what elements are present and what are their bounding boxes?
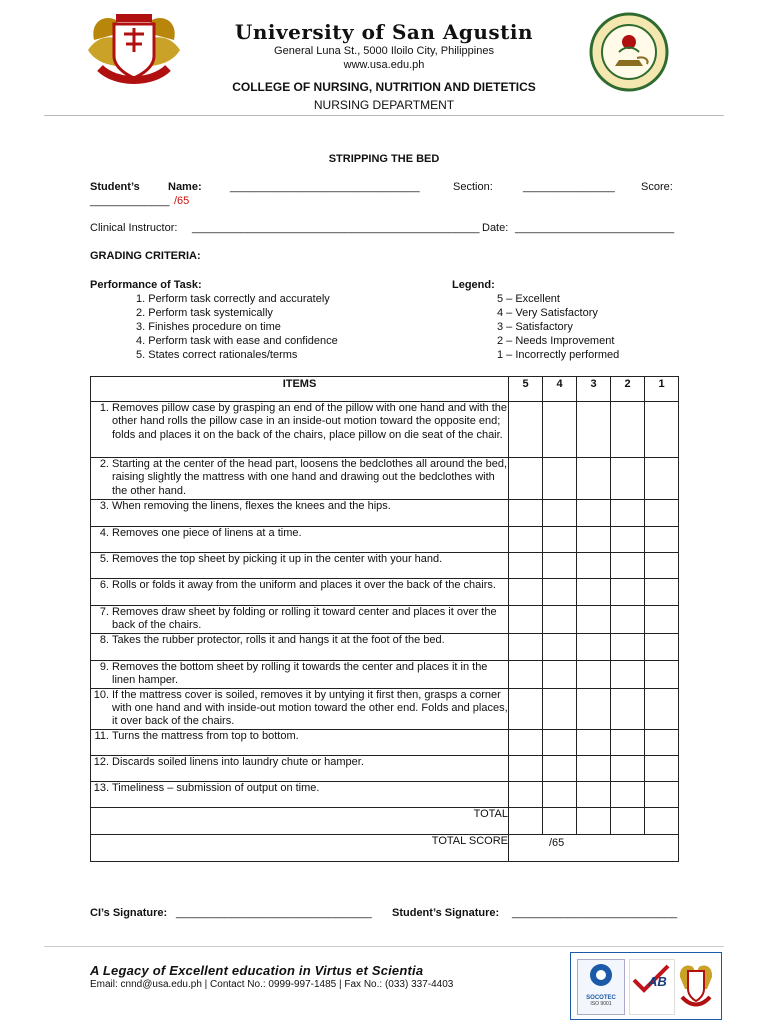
item-cell — [91, 527, 509, 553]
score-cell[interactable] — [577, 579, 611, 606]
table-row — [91, 402, 679, 458]
performance-item: 3. Finishes procedure on time — [136, 321, 281, 333]
date-label: Date: — [482, 222, 509, 234]
score-cell[interactable] — [645, 633, 679, 660]
ci-signature-label: CI’s Signature: — [90, 907, 168, 919]
item-cell — [91, 402, 509, 458]
table-row — [91, 606, 679, 634]
score-cell[interactable] — [543, 660, 577, 688]
total-row — [91, 807, 679, 834]
score-cell[interactable] — [577, 781, 611, 807]
table-row — [91, 527, 679, 553]
footer-slogan: A Legacy of Excellent education in Virtus et Scientia — [90, 963, 424, 978]
item-number: 5. — [99, 553, 109, 565]
performance-item: 1. Perform task correctly and accurately — [136, 293, 330, 305]
total-score-label: TOTAL SCORE — [91, 834, 509, 861]
item-text: Removes draw sheet by folding or rolling it toward center and places it over the back of the chairs. — [112, 606, 497, 632]
score-cell[interactable] — [611, 402, 645, 458]
legend-item: 1 – Incorrectly performed — [497, 349, 620, 361]
legend-item: 4 – Very Satisfactory — [497, 307, 598, 319]
score-cell[interactable] — [543, 458, 577, 500]
table-row — [91, 579, 679, 606]
date-field[interactable]: __________________________ — [515, 222, 675, 234]
item-cell — [91, 688, 509, 729]
score-cell[interactable] — [611, 660, 645, 688]
table-row — [91, 660, 679, 688]
score-cell[interactable] — [645, 402, 679, 458]
socotec-badge — [577, 959, 625, 1015]
score-cell[interactable] — [543, 633, 577, 660]
item-text: Discards soiled linens into laundry chute or hamper. — [112, 755, 364, 768]
score-cell[interactable] — [611, 755, 645, 781]
evaluation-table — [90, 376, 679, 862]
performance-item: 4. Perform task with ease and confidence — [136, 335, 338, 347]
table-row — [91, 688, 679, 729]
item-cell — [91, 633, 509, 660]
item-number: 3. — [99, 500, 109, 512]
item-number: 1. — [99, 402, 109, 414]
score-cell[interactable] — [577, 688, 611, 729]
score-cell[interactable] — [509, 755, 543, 781]
header-divider — [44, 115, 724, 116]
items-header: ITEMS — [91, 377, 509, 402]
university-name: University of San Agustin — [234, 20, 534, 44]
ab-badge — [629, 959, 675, 1015]
small-seal — [677, 959, 715, 1013]
score-cell[interactable] — [611, 807, 645, 834]
score-cell[interactable] — [577, 500, 611, 527]
ab-label: AB — [648, 974, 667, 989]
score-cell[interactable] — [543, 688, 577, 729]
grading-criteria-label: GRADING CRITERIA: — [90, 250, 201, 262]
score-cell[interactable] — [543, 553, 577, 579]
score-cell[interactable] — [645, 807, 679, 834]
score-cell[interactable] — [611, 527, 645, 553]
socotec-sub: ISO 9001 — [590, 1001, 612, 1007]
performance-item: 5. States correct rationales/terms — [136, 349, 298, 361]
score-cell[interactable] — [577, 527, 611, 553]
item-cell — [91, 729, 509, 755]
score-cell[interactable] — [645, 781, 679, 807]
item-text: Removes the bottom sheet by rolling it towards the center and places it in the linen hamper. — [112, 660, 488, 687]
table-row — [91, 755, 679, 781]
item-number: 12. — [93, 755, 109, 768]
score-cell[interactable] — [645, 458, 679, 500]
socotec-label: SOCOTEC — [586, 995, 616, 1001]
score-cell[interactable] — [577, 553, 611, 579]
score-cell[interactable] — [645, 527, 679, 553]
student-signature-label: Student’s Signature: — [392, 907, 500, 919]
legend-item: 5 – Excellent — [497, 293, 560, 305]
score-cell[interactable] — [509, 729, 543, 755]
item-number: 2. — [99, 458, 109, 470]
score-cell[interactable] — [611, 500, 645, 527]
score-cell[interactable] — [611, 458, 645, 500]
item-number: 9. — [99, 660, 109, 673]
score-cell[interactable] — [577, 755, 611, 781]
item-number: 11. — [94, 729, 109, 742]
score-cell[interactable] — [509, 402, 543, 458]
item-number: 10. — [93, 688, 109, 701]
item-cell — [91, 579, 509, 606]
score-cell[interactable] — [543, 402, 577, 458]
ci-field[interactable]: _______________________________________________ — [192, 222, 480, 234]
total-score-value[interactable]: /65 — [509, 834, 679, 861]
score-header: 2 — [611, 377, 645, 402]
item-text: Takes the rubber protector, rolls it and hangs it at the foot of the bed. — [112, 633, 445, 646]
table-row — [91, 633, 679, 660]
section-field[interactable]: _______________ — [523, 181, 615, 193]
score-cell[interactable] — [611, 729, 645, 755]
score-cell[interactable] — [611, 606, 645, 634]
item-text: Starting at the center of the head part, loosens the bedclothes all around the bed, raising slightly the mattress with one hand and drawing out the bedclothes with the other hand. — [112, 458, 508, 497]
ci-signature-field[interactable]: ________________________________ — [176, 907, 372, 919]
score-cell[interactable] — [577, 729, 611, 755]
score-cell[interactable] — [645, 579, 679, 606]
university-website: www.usa.edu.ph — [343, 59, 425, 71]
score-cell[interactable] — [645, 553, 679, 579]
score-cell[interactable] — [543, 755, 577, 781]
item-cell — [91, 458, 509, 500]
socotec-icon — [578, 960, 624, 990]
item-text: Removes one piece of linens at a time. — [112, 527, 302, 539]
score-field[interactable]: _____________ — [90, 195, 170, 207]
score-cell[interactable] — [509, 458, 543, 500]
score-cell[interactable] — [611, 553, 645, 579]
score-header: 5 — [509, 377, 543, 402]
score-cell[interactable] — [577, 633, 611, 660]
score-cell[interactable] — [509, 688, 543, 729]
item-number: 8. — [99, 633, 109, 646]
score-cell[interactable] — [611, 688, 645, 729]
university-address: General Luna St., 5000 Iloilo City, Philippines — [274, 45, 494, 57]
item-number: 13. — [93, 781, 109, 794]
score-cell[interactable] — [509, 660, 543, 688]
score-cell[interactable] — [577, 660, 611, 688]
score-cell[interactable] — [509, 579, 543, 606]
score-cell[interactable] — [543, 527, 577, 553]
legend-label: Legend: — [452, 279, 495, 291]
student-label: Student’s — [90, 181, 140, 193]
score-cell[interactable] — [509, 807, 543, 834]
table-row — [91, 781, 679, 807]
score-cell[interactable] — [645, 688, 679, 729]
score-cell[interactable] — [645, 660, 679, 688]
item-cell — [91, 660, 509, 688]
footer-divider — [44, 946, 724, 947]
score-cell[interactable] — [509, 606, 543, 634]
item-text: Removes pillow case by grasping an end of the pillow with one hand and with the other hand rolls the pillow case in an inside-out motion toward the opposite end; folds and places it on the back of the chairs, place pillow on die seat of the chair. — [112, 402, 508, 441]
score-cell[interactable] — [509, 633, 543, 660]
item-text: If the mattress cover is soiled, removes it by untying it first then, grasps a corner with one hand and with inside-out motion toward the other end. Folds and places, it over back of the chairs. — [112, 688, 508, 728]
score-header: 1 — [645, 377, 679, 402]
score-cell[interactable] — [543, 807, 577, 834]
item-text: Turns the mattress from top to bottom. — [112, 729, 299, 742]
table-row — [91, 500, 679, 527]
score-cell[interactable] — [577, 807, 611, 834]
certification-box — [570, 952, 722, 1020]
student-signature-field[interactable]: ___________________________ — [512, 907, 678, 919]
department-name: NURSING DEPARTMENT — [313, 98, 455, 112]
score-cell[interactable] — [645, 606, 679, 634]
performance-item: 2. Perform task systemically — [136, 307, 273, 319]
score-cell[interactable] — [577, 402, 611, 458]
score-cell[interactable] — [543, 606, 577, 634]
table-row — [91, 458, 679, 500]
score-cell[interactable] — [509, 527, 543, 553]
score-cell[interactable] — [645, 729, 679, 755]
section-label: Section: — [453, 181, 493, 193]
ci-label: Clinical Instructor: — [90, 222, 178, 234]
total-score-row — [91, 834, 679, 861]
performance-label: Performance of Task: — [90, 279, 202, 291]
score-cell[interactable] — [645, 500, 679, 527]
item-cell — [91, 553, 509, 579]
score-header: 4 — [543, 377, 577, 402]
score-cell[interactable] — [543, 729, 577, 755]
table-header-row — [91, 377, 679, 402]
name-field[interactable]: _______________________________ — [230, 181, 420, 193]
name-label: Name: — [168, 181, 202, 193]
college-name: COLLEGE OF NURSING, NUTRITION AND DIETETICS — [232, 80, 536, 94]
score-cell[interactable] — [543, 781, 577, 807]
item-text: Rolls or folds it away from the uniform and places it over the back of the chairs. — [112, 579, 496, 591]
item-cell — [91, 500, 509, 527]
score-cell[interactable] — [509, 500, 543, 527]
legend-item: 3 – Satisfactory — [497, 321, 573, 333]
item-cell — [91, 755, 509, 781]
score-cell[interactable] — [509, 781, 543, 807]
item-number: 4. — [99, 527, 109, 539]
score-cell[interactable] — [509, 553, 543, 579]
score-cell[interactable] — [543, 579, 577, 606]
item-cell — [91, 606, 509, 634]
score-label: Score: — [641, 181, 673, 193]
item-number: 6. — [99, 579, 109, 591]
item-text: Removes the top sheet by picking it up in the center with your hand. — [112, 553, 443, 565]
score-total: /65 — [174, 195, 190, 207]
form-title: STRIPPING THE BED — [328, 153, 440, 165]
score-cell[interactable] — [577, 606, 611, 634]
score-cell[interactable] — [543, 500, 577, 527]
score-cell[interactable] — [611, 633, 645, 660]
item-text: When removing the linens, flexes the knees and the hips. — [112, 500, 391, 512]
item-cell — [91, 781, 509, 807]
score-cell[interactable] — [611, 579, 645, 606]
total-label: TOTAL — [91, 807, 509, 834]
score-header: 3 — [577, 377, 611, 402]
score-cell[interactable] — [577, 458, 611, 500]
item-text: Timeliness – submission of output on time. — [112, 781, 320, 794]
legend-item: 2 – Needs Improvement — [497, 335, 615, 347]
footer-contact: Email: cnnd@usa.edu.ph | Contact No.: 0999-997-1485 | Fax No.: (033) 337-4403 — [90, 979, 454, 990]
table-row — [91, 553, 679, 579]
item-number: 7. — [99, 606, 109, 618]
score-cell[interactable] — [645, 755, 679, 781]
table-row — [91, 729, 679, 755]
score-cell[interactable] — [611, 781, 645, 807]
